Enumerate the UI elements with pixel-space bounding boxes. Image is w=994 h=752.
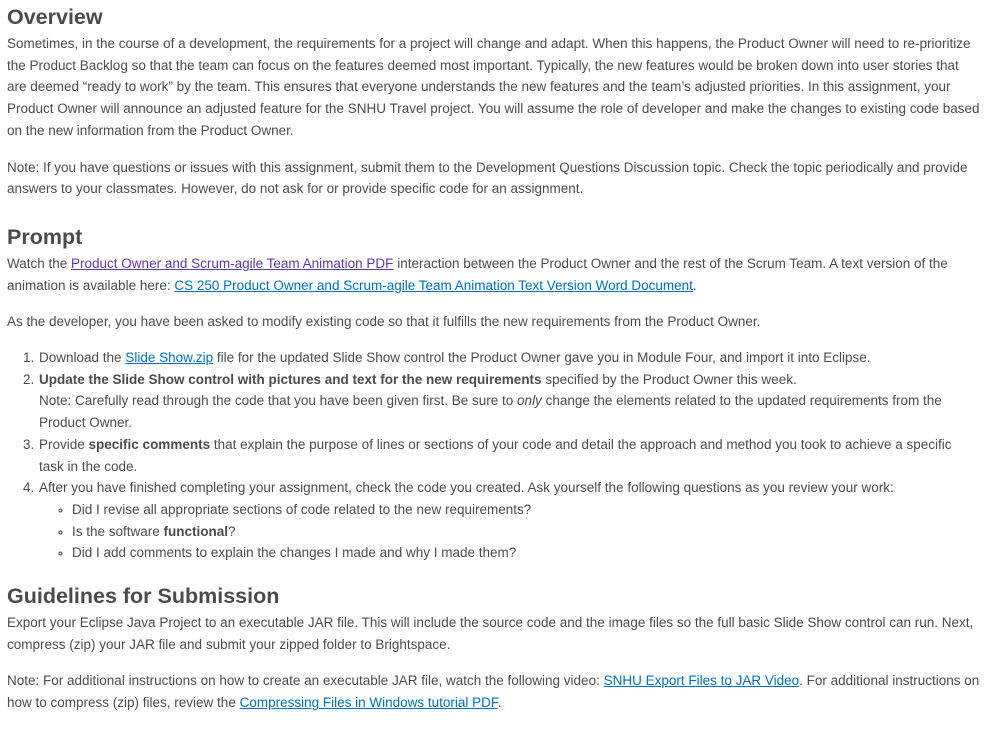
compressing-files-pdf-link[interactable]: Compressing Files in Windows tutorial PDF bbox=[239, 695, 498, 711]
step2-bold-text: Update the Slide Show control with pictures and text for the new requirements bbox=[39, 371, 542, 387]
developer-paragraph: As the developer, you have been asked to modify existing code so that it fulfills the new requirements from the Product Owner. bbox=[7, 314, 761, 330]
guidelines-heading: Guidelines for Submission bbox=[7, 584, 280, 609]
overview-note: Note: If you have questions or issues with this assignment, submit them to the Development Questions Discussion topic. Check the topic periodically and provide answers to your classmates. However, do not ask for or provide specific code for an assignment. bbox=[7, 159, 968, 197]
slide-show-zip-link[interactable]: Slide Show.zip bbox=[125, 350, 214, 366]
step3-bold-text: specific comments bbox=[88, 436, 211, 452]
guidelines-note-middle: . For additional instructions on how to compress (zip) files, review the bbox=[7, 673, 980, 711]
step2-text-after: specified by the Product Owner this week. bbox=[541, 371, 797, 387]
overview-heading: Overview bbox=[7, 5, 103, 29]
question-comments: ◦ Did I add comments to explain the changes I made and why I made them? bbox=[72, 542, 980, 564]
assignment-content bbox=[0, 4, 994, 714]
step-download bbox=[38, 347, 980, 369]
question2-before: Is the software bbox=[72, 523, 164, 539]
prompt-watch-paragraph bbox=[7, 253, 980, 296]
animation-pdf-link[interactable]: Product Owner and Scrum-agile Team Animation PDF bbox=[71, 255, 394, 271]
step1-text-after: file for the updated Slide Show control the Product Owner gave you in Module Four, and import it into Eclipse. bbox=[213, 350, 871, 366]
watch-text-end: . bbox=[692, 277, 697, 293]
question2-after: ? bbox=[228, 523, 236, 539]
prompt-heading: Prompt bbox=[7, 224, 83, 249]
question-revise: ◦ Did I revise all appropriate sections of code related to the new requirements? bbox=[72, 499, 980, 521]
step3-text-after: that explain the purpose of lines or sections of your code and detail the approach and method you took to achieve a specific task in the code. bbox=[39, 436, 952, 474]
guidelines-note-end: . bbox=[497, 695, 502, 711]
jar-video-link[interactable]: SNHU Export Files to JAR Video bbox=[603, 673, 800, 689]
overview-paragraph: Sometimes, in the course of a development, the requirements for a project will change and adapt. When this happens, the Product Owner will need to re-prioritize the Product Backlog so that the team can focus on the features deemed most important. Typically, the new features would be broken down into user stories that are deemed “ready to work” by the team. This ensures that everyone understands the new features and the team’s adjusted priorities. In this assignment, your Product Owner will announce an adjusted feature for the SNHU Travel project. You will assume the role of developer and make the changes to existing code based on the new information from the Product Owner. bbox=[7, 36, 980, 138]
guidelines-note bbox=[7, 670, 980, 713]
guidelines-note-before: Note: For additional instructions on how to create an executable JAR file, watch the following video: bbox=[7, 673, 604, 689]
guidelines-paragraph: Export your Eclipse Java Project to an executable JAR file. This will include the source code and the image files so the full basic Slide Show control can run. Next, compress (zip) your JAR file and submit your zipped folder to Brightspace. bbox=[7, 615, 974, 652]
step3-text-before: Provide bbox=[39, 436, 89, 452]
step-update bbox=[38, 369, 980, 434]
step4-text: After you have finished completing your assignment, check the code you created. Ask yourself the following questions as you review your work: bbox=[39, 480, 894, 496]
step1-text-before: Download the bbox=[39, 350, 126, 366]
step2-note-after: change the elements related to the updated requirements from the Product Owner. bbox=[39, 393, 942, 431]
step2-note bbox=[39, 390, 980, 433]
text-version-document-link[interactable]: CS 250 Product Owner and Scrum-agile Team Animation Text Version Word Document bbox=[174, 277, 693, 293]
watch-text-before: Watch the bbox=[7, 255, 72, 271]
step2-note-emphasis: only bbox=[517, 393, 542, 409]
steps-list bbox=[7, 347, 980, 564]
step-review bbox=[38, 477, 980, 564]
step2-note-before: Note: Carefully read through the code that you have been given first. Be sure to bbox=[39, 393, 518, 409]
question2-bold: functional bbox=[163, 523, 229, 539]
watch-text-after: interaction between the Product Owner and the rest of the Scrum Team. A text version of the animation is available here: bbox=[7, 255, 948, 293]
review-questions-list bbox=[39, 499, 980, 564]
question-functional bbox=[72, 521, 980, 543]
step-comments bbox=[38, 434, 980, 477]
